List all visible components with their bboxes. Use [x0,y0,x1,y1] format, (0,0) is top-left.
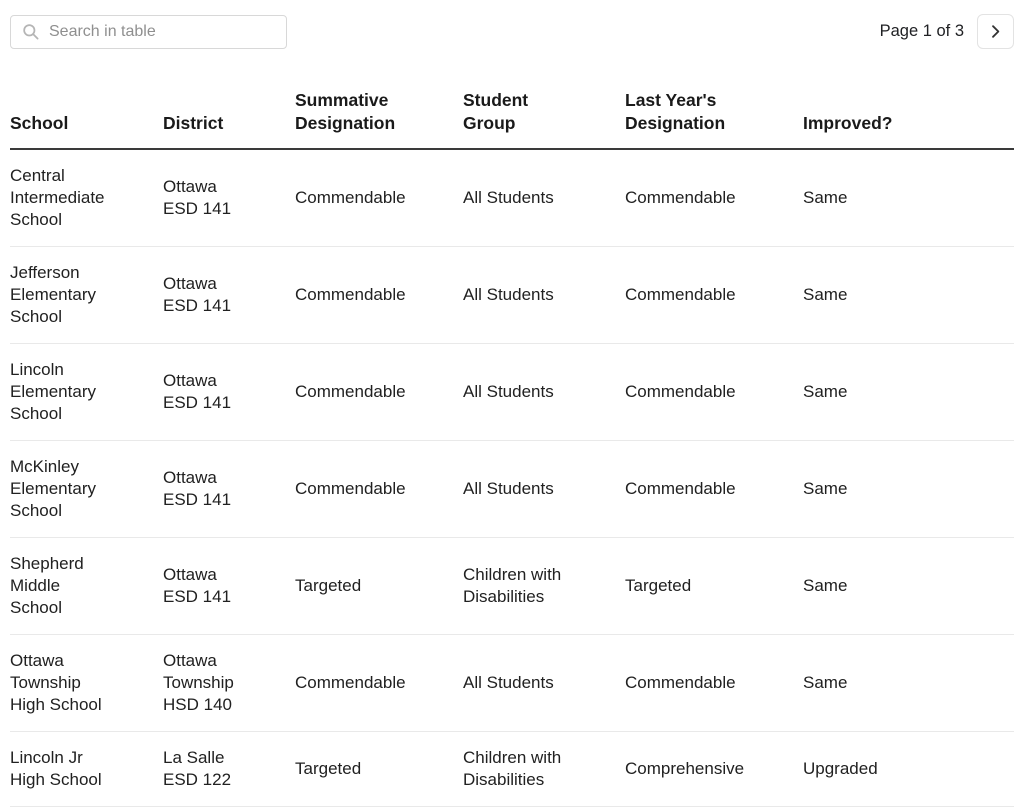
cell-summative-designation: Commendable [295,344,463,441]
cell-improved: Upgraded [803,732,1014,807]
cell-last-year-designation: Comprehensive [625,732,803,807]
column-header-last-year-designation: Last Year's Designation [625,89,803,149]
cell-school: Lincoln Elementary School [10,344,163,441]
cell-district: Ottawa ESD 141 [163,344,295,441]
schools-table [10,89,1014,807]
cell-improved: Same [803,441,1014,538]
cell-school: Jefferson Elementary School [10,247,163,344]
cell-district: Ottawa ESD 141 [163,247,295,344]
page-indicator: Page 1 of 3 [879,22,964,40]
cell-student-group: All Students [463,635,625,732]
cell-summative-designation: Targeted [295,732,463,807]
search-icon [21,22,40,41]
search-box[interactable] [10,15,287,49]
chevron-right-icon [987,23,1004,40]
cell-student-group: All Students [463,344,625,441]
cell-school: Central Intermediate School [10,149,163,247]
table-row [10,441,1014,538]
next-page-button[interactable] [977,14,1014,49]
cell-school: Ottawa Township High School [10,635,163,732]
cell-school: Lincoln Jr High School [10,732,163,807]
cell-summative-designation: Commendable [295,441,463,538]
column-header-district: District [163,89,295,149]
cell-improved: Same [803,538,1014,635]
table-row [10,344,1014,441]
cell-last-year-designation: Commendable [625,635,803,732]
table-row [10,149,1014,247]
cell-school: McKinley Elementary School [10,441,163,538]
cell-last-year-designation: Commendable [625,441,803,538]
cell-summative-designation: Commendable [295,149,463,247]
cell-improved: Same [803,344,1014,441]
top-bar [10,14,1014,49]
table-row [10,247,1014,344]
cell-student-group: All Students [463,149,625,247]
cell-last-year-designation: Commendable [625,344,803,441]
cell-summative-designation: Commendable [295,247,463,344]
column-header-student-group: Student Group [463,89,625,149]
cell-student-group: Children with Disabilities [463,538,625,635]
search-input[interactable] [49,23,276,41]
cell-district: Ottawa ESD 141 [163,538,295,635]
table-row [10,732,1014,807]
cell-student-group: All Students [463,247,625,344]
cell-district: Ottawa Township HSD 140 [163,635,295,732]
cell-student-group: Children with Disabilities [463,732,625,807]
table-row [10,538,1014,635]
cell-improved: Same [803,635,1014,732]
cell-student-group: All Students [463,441,625,538]
column-header-improved: Improved? [803,89,1014,149]
cell-improved: Same [803,149,1014,247]
table-header-row [10,89,1014,149]
pagination [880,14,1014,49]
column-header-school: School [10,89,163,149]
cell-district: Ottawa ESD 141 [163,441,295,538]
cell-district: La Salle ESD 122 [163,732,295,807]
cell-last-year-designation: Commendable [625,149,803,247]
cell-district: Ottawa ESD 141 [163,149,295,247]
cell-summative-designation: Commendable [295,635,463,732]
cell-summative-designation: Targeted [295,538,463,635]
cell-school: Shepherd Middle School [10,538,163,635]
cell-last-year-designation: Targeted [625,538,803,635]
column-header-summative-designation: Summative Designation [295,89,463,149]
table-row [10,635,1014,732]
cell-improved: Same [803,247,1014,344]
cell-last-year-designation: Commendable [625,247,803,344]
